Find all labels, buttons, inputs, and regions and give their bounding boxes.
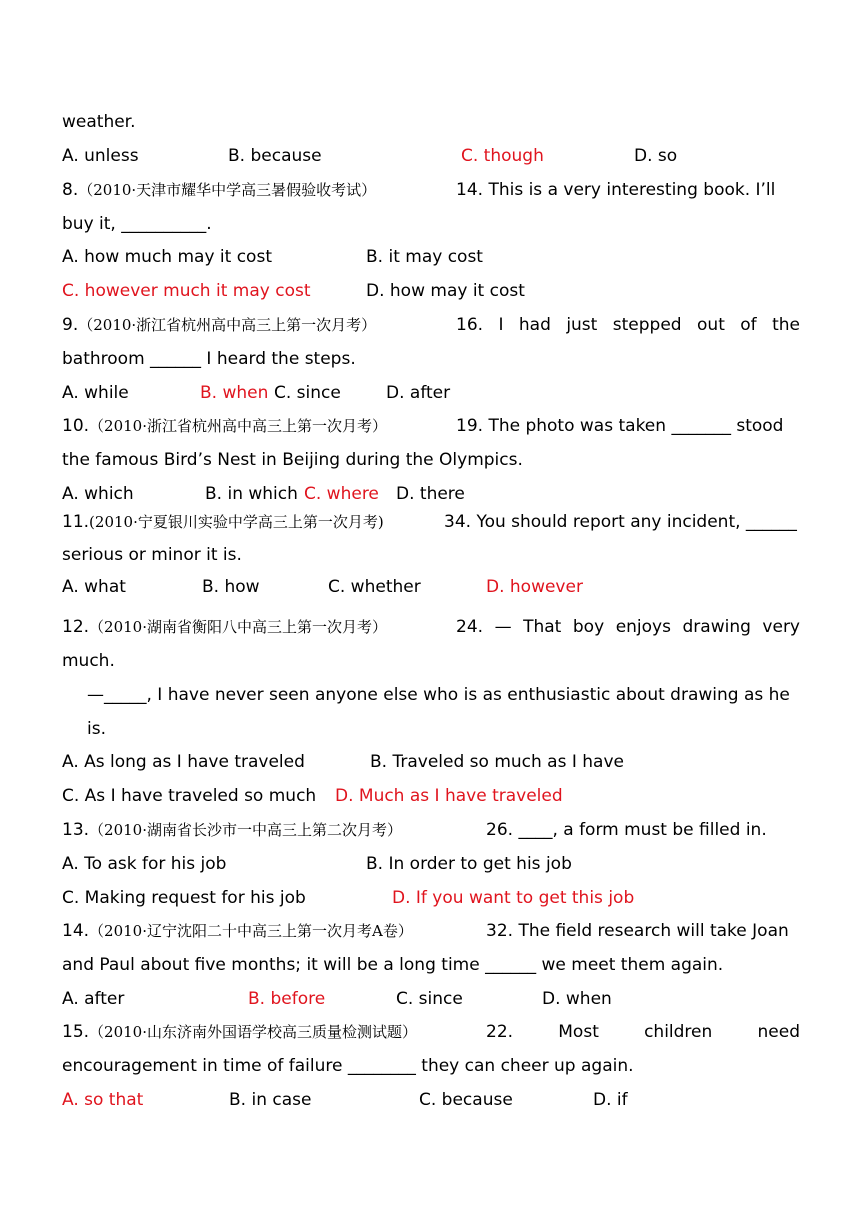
question-8-text: 14. This is a very interesting book. I’ll <box>456 180 776 200</box>
question-8-line2: buy it, __________. <box>62 214 212 234</box>
option-a: A. unless <box>62 146 139 166</box>
option-a: A. what <box>62 577 126 597</box>
option-c-answer: C. however much it may cost <box>62 281 311 301</box>
option-d: D. when <box>542 989 612 1009</box>
option-d: D. so <box>634 146 678 166</box>
option-a: A. which <box>62 484 134 504</box>
option-c: C. whether <box>328 577 421 597</box>
option-b: B. In order to get his job <box>366 854 572 874</box>
question-12-line4: is. <box>87 719 106 739</box>
question-source: （2010·湖南省衡阳八中高三上第一次月考） <box>89 618 387 636</box>
option-d: D. if <box>593 1090 628 1110</box>
question-13-text: 26. ____, a form must be filled in. <box>486 820 767 840</box>
question-9-text: 16. I had just stepped out of the <box>456 315 800 335</box>
question-10-line1: 10.（2010·浙江省杭州高中高三上第一次月考） <box>62 416 387 436</box>
option-c: C. since <box>274 383 341 403</box>
question-13-line1: 13.（2010·湖南省长沙市一中高三上第二次月考） <box>62 820 402 840</box>
option-a-answer: A. so that <box>62 1090 144 1110</box>
question-source: （2010·天津市耀华中学高三暑假验收考试） <box>78 181 377 199</box>
option-d: D. after <box>386 383 451 403</box>
question-11-line1: 11.(2010·宁夏银川实验中学高三上第一次月考) <box>62 512 384 532</box>
question-source: （2010·山东济南外国语学校高三质量检测试题） <box>89 1023 417 1041</box>
option-c: C. Making request for his job <box>62 888 306 908</box>
question-source: （2010·湖南省长沙市一中高三上第二次月考） <box>89 821 402 839</box>
option-c: C. since <box>396 989 463 1009</box>
option-b: B. in which <box>205 484 298 504</box>
question-15-text: 22. Most children need <box>486 1022 800 1042</box>
question-continuation: weather. <box>62 112 136 132</box>
question-14-text: 32. The field research will take Joan <box>486 921 789 941</box>
question-9-line1: 9.（2010·浙江省杭州高中高三上第一次月考） <box>62 315 377 335</box>
option-a: A. As long as I have traveled <box>62 752 305 772</box>
question-11-line2: serious or minor it is. <box>62 545 242 565</box>
option-b: B. it may cost <box>366 247 483 267</box>
option-a: A. after <box>62 989 125 1009</box>
option-d: D. how may it cost <box>366 281 525 301</box>
option-d-answer: D. If you want to get this job <box>392 888 635 908</box>
option-c-answer: C. where <box>304 484 379 504</box>
question-15-line2: encouragement in time of failure ________ they can cheer up again. <box>62 1056 634 1076</box>
question-11-text: 34. You should report any incident, ______ <box>444 512 797 532</box>
option-b: B. in case <box>229 1090 312 1110</box>
question-10-line2: the famous Bird’s Nest in Beijing during the Olympics. <box>62 450 523 470</box>
option-b-answer: B. when <box>200 383 269 403</box>
question-10-text: 19. The photo was taken _______ stood <box>456 416 784 436</box>
question-source: （2010·浙江省杭州高中高三上第一次月考） <box>78 316 377 334</box>
option-b: B. Traveled so much as I have <box>370 752 624 772</box>
question-9-line2: bathroom ______ I heard the steps. <box>62 349 356 369</box>
option-a: A. while <box>62 383 129 403</box>
option-d-answer: D. however <box>486 577 583 597</box>
question-12-line3: —_____, I have never seen anyone else who is as enthusiastic about drawing as he <box>87 685 790 705</box>
question-15-line1: 15.（2010·山东济南外国语学校高三质量检测试题） <box>62 1022 417 1042</box>
option-d-answer: D. Much as I have traveled <box>335 786 563 806</box>
option-b-answer: B. before <box>248 989 326 1009</box>
question-source: (2010·宁夏银川实验中学高三上第一次月考) <box>89 513 384 531</box>
option-c-answer: C. though <box>461 146 544 166</box>
option-a: A. how much may it cost <box>62 247 272 267</box>
question-12-line2: much. <box>62 651 115 671</box>
option-b: B. because <box>228 146 322 166</box>
question-14-line1: 14.（2010·辽宁沈阳二十中高三上第一次月考A卷） <box>62 921 413 941</box>
question-12-line1: 12.（2010·湖南省衡阳八中高三上第一次月考） <box>62 617 387 637</box>
option-b: B. how <box>202 577 260 597</box>
question-12-text: 24. — That boy enjoys drawing very <box>456 617 800 637</box>
option-c: C. As I have traveled so much <box>62 786 317 806</box>
option-a: A. To ask for his job <box>62 854 227 874</box>
option-d: D. there <box>396 484 465 504</box>
question-source: （2010·浙江省杭州高中高三上第一次月考） <box>89 417 387 435</box>
question-8-line1: 8.（2010·天津市耀华中学高三暑假验收考试） <box>62 180 377 200</box>
question-14-line2: and Paul about five months; it will be a long time ______ we meet them again. <box>62 955 724 975</box>
question-source: （2010·辽宁沈阳二十中高三上第一次月考A卷） <box>89 922 413 940</box>
option-c: C. because <box>419 1090 513 1110</box>
